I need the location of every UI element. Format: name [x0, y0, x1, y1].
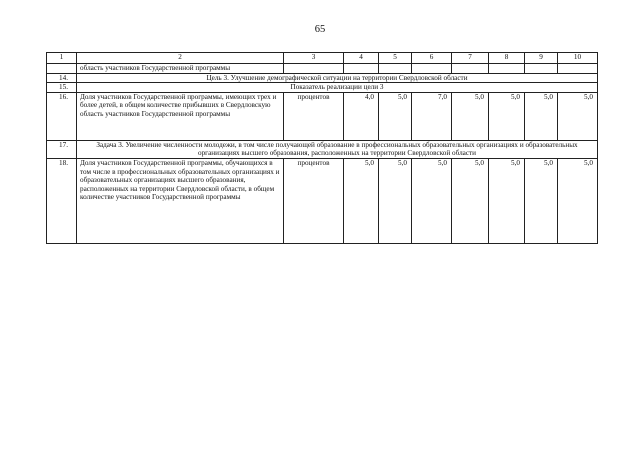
- task-heading: Задача 3. Увеличение численности молодежи, в том числе получающей образование в профессиональных образовательных организациях и образовательных организациях высшего образования, расположенных на территории Свердловской области: [77, 140, 598, 158]
- value-cell: 5,0: [412, 158, 452, 243]
- unit-cell: процентов: [284, 158, 344, 243]
- table-row: [47, 140, 598, 158]
- value-cell: 5,0: [489, 92, 525, 140]
- table-header-row: [47, 53, 598, 64]
- row-number: 17.: [47, 140, 77, 158]
- value-cell: 5,0: [452, 92, 489, 140]
- value-cell: 5,0: [452, 158, 489, 243]
- indicator-table: [46, 52, 598, 244]
- row-number: 18.: [47, 158, 77, 243]
- header-cell: 6: [412, 53, 452, 64]
- table-row: [47, 92, 598, 140]
- header-cell: 4: [344, 53, 379, 64]
- indicator-text: область участников Государственной программы: [77, 64, 284, 74]
- table-row: [47, 83, 598, 93]
- value-cell: 5,0: [489, 158, 525, 243]
- header-cell: 3: [284, 53, 344, 64]
- row-number: 15.: [47, 83, 77, 93]
- row-number: 14.: [47, 73, 77, 83]
- header-cell: 8: [489, 53, 525, 64]
- value-cell: 5,0: [379, 92, 412, 140]
- value-cell: 7,0: [412, 92, 452, 140]
- header-cell: 7: [452, 53, 489, 64]
- value-cell: 5,0: [525, 92, 558, 140]
- value-cell: 5,0: [558, 92, 598, 140]
- header-cell: 9: [525, 53, 558, 64]
- page-number: 65: [314, 24, 326, 35]
- row-number: [47, 64, 77, 74]
- header-cell: 1: [47, 53, 77, 64]
- header-cell: 10: [558, 53, 598, 64]
- indicator-heading: Показатель реализации цели 3: [77, 83, 598, 93]
- value-cell: 5,0: [558, 158, 598, 243]
- value-cell: 4,0: [344, 92, 379, 140]
- indicator-text: Доля участников Государственной программы, имеющих трех и более детей, в общем количестве прибывших в Свердловскую область участников Государственной программы: [77, 92, 284, 140]
- header-cell: 2: [77, 53, 284, 64]
- table-row: [47, 64, 598, 74]
- header-cell: 5: [379, 53, 412, 64]
- value-cell: 5,0: [344, 158, 379, 243]
- row-number: 16.: [47, 92, 77, 140]
- goal-heading: Цель 3. Улучшение демографической ситуации на территории Свердловской области: [77, 73, 598, 83]
- value-cell: 5,0: [525, 158, 558, 243]
- unit-cell: процентов: [284, 92, 344, 140]
- indicator-text: Доля участников Государственной программы, обучающихся в том числе в профессиональных образовательных организациях и образовательных организациях высшего образования, расположенных на территории Свердловской области, в общем количестве участников Государственной программы: [77, 158, 284, 243]
- table-row: [47, 158, 598, 243]
- table-row: [47, 73, 598, 83]
- value-cell: 5,0: [379, 158, 412, 243]
